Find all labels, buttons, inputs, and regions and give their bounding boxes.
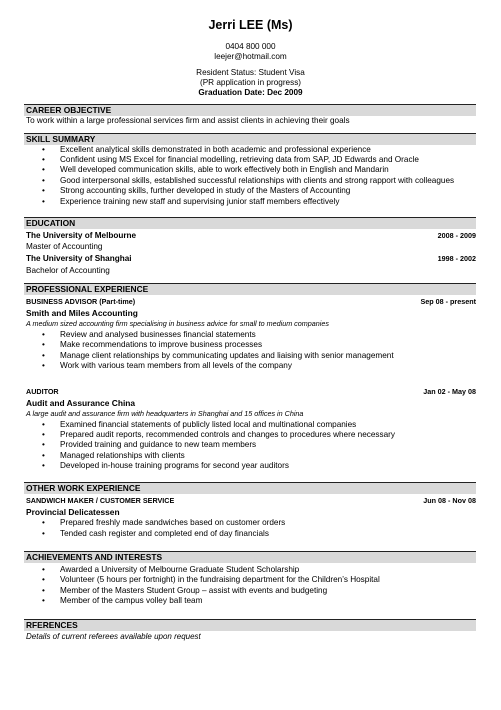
list-item: • Managed relationships with clients bbox=[42, 450, 185, 460]
resume-header bbox=[0, 0, 501, 98]
company-name: Smith and Miles Accounting bbox=[26, 308, 138, 319]
section-heading: OTHER WORK EXPERIENCE bbox=[24, 482, 476, 494]
job-header bbox=[24, 386, 476, 398]
job-dates: Jun 08 - Nov 08 bbox=[423, 495, 476, 505]
duties-list bbox=[24, 518, 476, 539]
bullet-icon: • bbox=[42, 340, 45, 350]
list-item: • Experience training new staff and supervising junior staff members effectively bbox=[42, 196, 340, 206]
section-heading: EDUCATION bbox=[24, 217, 476, 229]
bullet-icon: • bbox=[42, 175, 45, 185]
skill-list bbox=[24, 145, 476, 207]
bullet-icon: • bbox=[42, 564, 45, 574]
career-objective-section bbox=[24, 104, 476, 127]
list-item: • Make recommendations to improve business processes bbox=[42, 340, 263, 350]
list-item: • Member of the Masters Student Group – assist with events and budgeting bbox=[42, 585, 328, 595]
phone-number: 0404 800 000 bbox=[225, 42, 276, 51]
bullet-icon: • bbox=[42, 450, 45, 460]
company-name: Audit and Assurance China bbox=[26, 398, 136, 409]
duties-list bbox=[24, 420, 476, 472]
applicant-name: Jerri LEE (Ms) bbox=[208, 18, 293, 32]
list-item: • Provided training and guidance to new team members bbox=[42, 440, 257, 450]
job-role: AUDITOR bbox=[26, 386, 59, 396]
skill-summary-section bbox=[24, 133, 476, 207]
other-experience-section bbox=[24, 482, 476, 539]
list-item: • Prepared freshly made sandwiches based on customer orders bbox=[42, 518, 286, 528]
job-header bbox=[24, 296, 476, 308]
bullet-icon: • bbox=[42, 329, 45, 339]
references-section bbox=[24, 619, 476, 643]
list-item: • Awarded a University of Melbourne Graduate Student Scholarship bbox=[42, 564, 300, 574]
bullet-icon: • bbox=[42, 429, 45, 439]
list-item: • Tended cash register and completed end of day financials bbox=[42, 528, 269, 538]
duties-list bbox=[24, 330, 476, 372]
achievements-list bbox=[24, 565, 476, 607]
bullet-icon: • bbox=[42, 440, 45, 450]
list-item: • Excellent analytical skills demonstrated in both academic and professional experience bbox=[42, 144, 371, 154]
bullet-icon: • bbox=[42, 528, 45, 538]
education-entry bbox=[24, 253, 476, 265]
bullet-icon: • bbox=[42, 350, 45, 360]
bullet-icon: • bbox=[42, 419, 45, 429]
resident-status: Resident Status: Student Visa bbox=[196, 68, 305, 77]
bullet-icon: • bbox=[42, 575, 45, 585]
list-item: • Prepared audit reports, recommended controls and changes to procedures where necessary bbox=[42, 429, 395, 439]
list-item: • Well developed communication skills, able to work effectively both in English and Mandarin bbox=[42, 165, 389, 175]
company-description: A large audit and assurance firm with headquarters in Shanghai and 15 offices in China bbox=[26, 409, 304, 419]
company-description: A medium sized accounting firm specialising in business advice for small to medium companies bbox=[26, 319, 329, 329]
email-address: leejer@hotmail.com bbox=[214, 52, 287, 61]
list-item: • Examined financial statements of publicly listed local and multinational companies bbox=[42, 419, 357, 429]
section-heading: RFERENCES bbox=[24, 619, 476, 631]
bullet-icon: • bbox=[42, 186, 45, 196]
list-item: • Confident using MS Excel for financial modelling, retrieving data from SAP, JD Edwards and Oracle bbox=[42, 154, 419, 164]
bullet-icon: • bbox=[42, 165, 45, 175]
job-role: SANDWICH MAKER / CUSTOMER SERVICE bbox=[26, 495, 175, 505]
bullet-icon: • bbox=[42, 596, 45, 606]
bullet-icon: • bbox=[42, 461, 45, 471]
company-name: Provincial Delicatessen bbox=[26, 507, 120, 518]
bullet-icon: • bbox=[42, 154, 45, 164]
bullet-icon: • bbox=[42, 144, 45, 154]
education-dates: 2008 - 2009 bbox=[437, 230, 476, 240]
job-header bbox=[24, 495, 476, 507]
professional-experience-section bbox=[24, 283, 476, 472]
bullet-icon: • bbox=[42, 585, 45, 595]
list-item: • Developed in-house training programs for second year auditors bbox=[42, 461, 289, 471]
degree-name: Bachelor of Accounting bbox=[26, 265, 110, 275]
section-heading: SKILL SUMMARY bbox=[24, 133, 476, 145]
graduation-date: Graduation Date: Dec 2009 bbox=[198, 88, 303, 97]
section-heading: PROFESSIONAL EXPERIENCE bbox=[24, 283, 476, 295]
list-item: • Volunteer (5 hours per fortnight) in the fundraising department for the Children’s Hospital bbox=[42, 575, 380, 585]
section-heading: ACHIEVEMENTS AND INTERESTS bbox=[24, 551, 476, 563]
education-dates: 1998 - 2002 bbox=[437, 254, 476, 264]
job-dates: Sep 08 - present bbox=[420, 296, 476, 306]
job-dates: Jan 02 - May 08 bbox=[423, 386, 476, 396]
objective-text: To work within a large professional services firm and assist clients in achieving their goals bbox=[26, 116, 350, 125]
list-item: • Strong accounting skills, further developed in study of the Masters of Accounting bbox=[42, 186, 351, 196]
institution-name: The University of Shanghai bbox=[26, 254, 132, 264]
list-item: • Manage client relationships by communicating updates and liaising with senior management bbox=[42, 350, 394, 360]
list-item: • Member of the campus volley ball team bbox=[42, 596, 203, 606]
residency-note: (PR application in progress) bbox=[199, 78, 302, 87]
bullet-icon: • bbox=[42, 361, 45, 371]
list-item: • Review and analysed businesses financial statements bbox=[42, 329, 256, 339]
bullet-icon: • bbox=[42, 518, 45, 528]
achievements-section bbox=[24, 551, 476, 607]
institution-name: The University of Melbourne bbox=[26, 230, 137, 240]
job-role: BUSINESS ADVISOR (Part-time) bbox=[26, 296, 136, 306]
bullet-icon: • bbox=[42, 196, 45, 206]
section-heading: CAREER OBJECTIVE bbox=[24, 104, 476, 116]
list-item: • Good interpersonal skills, established successful relationships with clients and strong rapport with colleagues bbox=[42, 175, 455, 185]
education-section bbox=[24, 217, 476, 277]
list-item: • Work with various team members from all levels of the company bbox=[42, 361, 292, 371]
education-entry bbox=[24, 230, 476, 242]
degree-name: Master of Accounting bbox=[26, 242, 103, 252]
references-text: Details of current referees available upon request bbox=[26, 631, 201, 641]
